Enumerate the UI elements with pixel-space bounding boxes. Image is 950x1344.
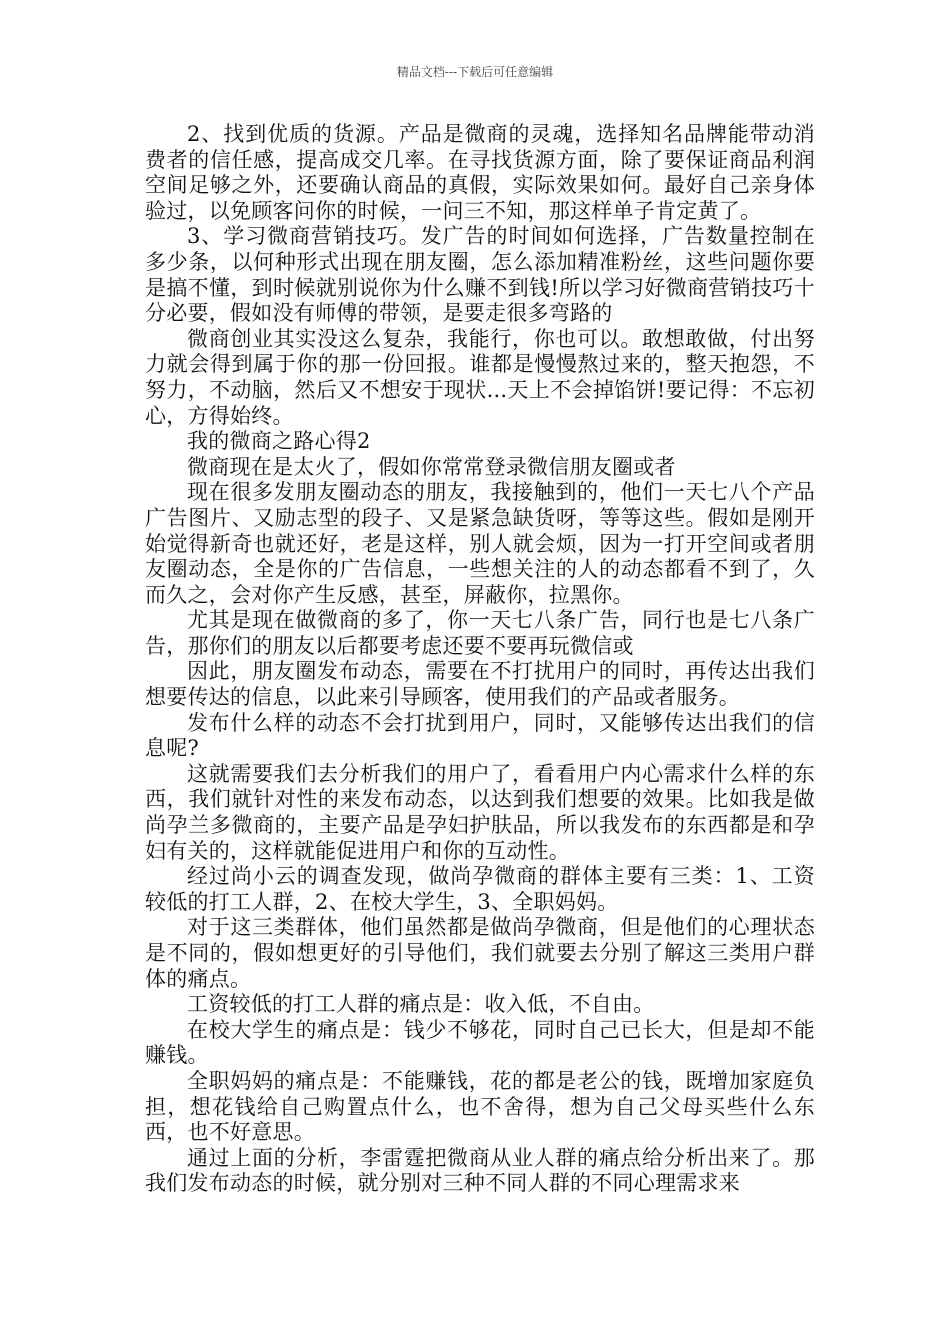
paragraph: 2、找到优质的货源。产品是微商的灵魂，选择知名品牌能带动消费者的信任感，提高成交几率。在寻找货源方面，除了要保证商品利润空间足够之外，还要确认商品的真假，实际效果如何。最好自己亲身体验过，以免顾客问你的时候，一问三不知，那这样单子肯定黄了。	[145, 122, 815, 223]
paragraph: 微商现在是太火了，假如你常常登录微信朋友圈或者	[187, 454, 676, 479]
paragraph: 通过上面的分析，李雷霆把微商从业人群的痛点给分析出来了。那我们发布动态的时候，就分别对三种不同人群的不同心理需求来	[145, 1145, 815, 1196]
paragraph: 3、学习微商营销技巧。发广告的时间如何选择，广告数量控制在多少条，以何种形式出现在朋友圈，怎么添加精准粉丝，这些问题你要是搞不懂，到时候就别说你为什么赚不到钱!所以学习好微商营销技巧十分必要，假如没有师傅的带领，是要走很多弯路的	[145, 224, 815, 326]
paragraph: 对于这三类群体，他们虽然都是做尚孕微商，但是他们的心理状态是不同的，假如想更好的引导他们，我们就要去分别了解这三类用户群体的痛点。	[145, 915, 815, 991]
paragraph: 这就需要我们去分析我们的用户了，看看用户内心需求什么样的东西，我们就针对性的来发布动态，以达到我们想要的效果。比如我是做尚孕兰多微商的，主要产品是孕妇护肤品，所以我发布的东西都是和孕妇有关的，这样就能促进用户和你的互动性。	[145, 761, 815, 863]
paragraph: 在校大学生的痛点是：钱少不够花，同时自己已长大，但是却不能赚钱。	[145, 1017, 815, 1068]
page-header: 精品文档---下载后可任意编辑	[396, 65, 554, 79]
paragraph: 现在很多发朋友圈动态的朋友，我接触到的，他们一天七八个产品广告图片、又励志型的段子、又是紧急缺货呀，等等这些。假如是刚开始觉得新奇也就还好，老是这样，别人就会烦，因为一打开空间或者朋友圈动态，全是你的广告信息，一些想关注的人的动态都看不到了，久而久之，会对你产生反感，甚至，屏蔽你，拉黑你。	[145, 480, 815, 607]
paragraph: 微商创业其实没这么复杂，我能行，你也可以。敢想敢做，付出努力就会得到属于你的那一份回报。谁都是慢慢熬过来的，整天抱怨，不努力，不动脑，然后又不想安于现状...天上不会掉馅饼!要记得：不忘初心，方得始终。	[145, 326, 815, 428]
paragraph: 工资较低的打工人群的痛点是：收入低，不自由。	[187, 992, 655, 1017]
paragraph: 尤其是现在做微商的多了，你一天七八条广告，同行也是七八条广告，那你们的朋友以后都要考虑还要不要再玩微信或	[145, 608, 815, 658]
paragraph: 因此，朋友圈发布动态，需要在不打扰用户的同时，再传达出我们想要传达的信息，以此来引导顾客，使用我们的产品或者服务。	[145, 659, 815, 710]
paragraph: 全职妈妈的痛点是：不能赚钱，花的都是老公的钱，既增加家庭负担，想花钱给自己购置点什么，也不舍得，想为自己父母买些什么东西，也不好意思。	[145, 1068, 815, 1145]
section-heading: 我的微商之路心得2	[187, 429, 371, 454]
paragraph: 发布什么样的动态不会打扰到用户，同时，又能够传达出我们的信息呢?	[145, 710, 815, 761]
paragraph: 经过尚小云的调查发现，做尚孕微商的群体主要有三类：1、工资较低的打工人群，2、在校大学生，3、全职妈妈。	[145, 864, 815, 914]
document-body	[145, 122, 815, 1197]
